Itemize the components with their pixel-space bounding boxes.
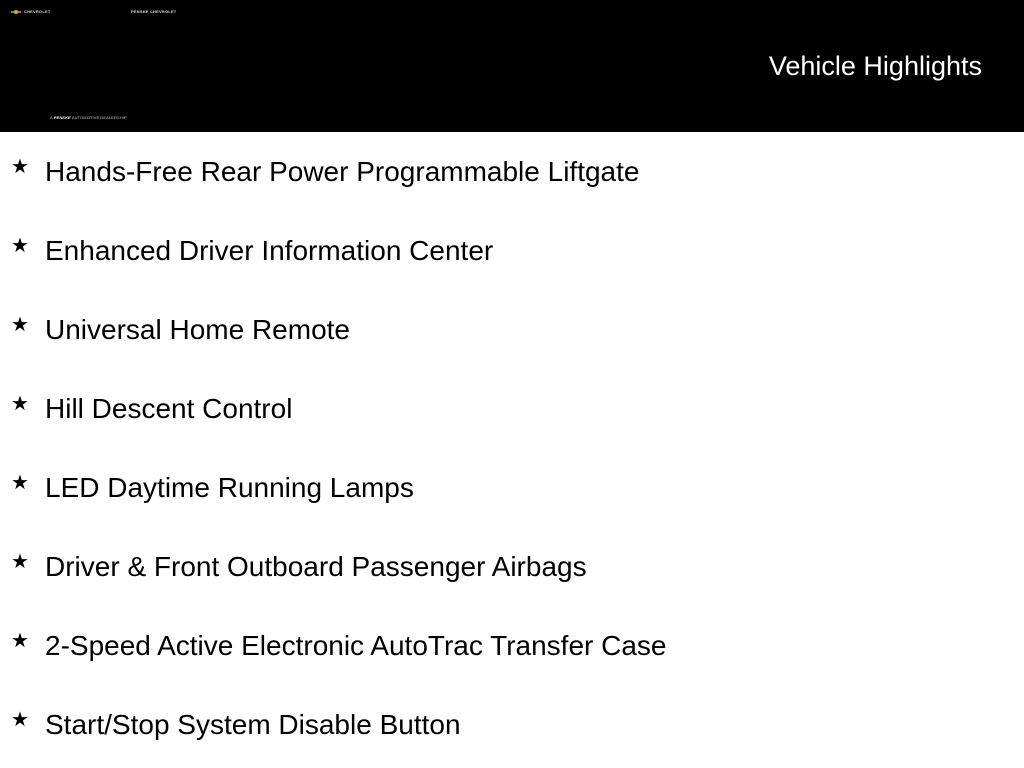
star-icon: ★ [11, 707, 29, 731]
star-icon: ★ [11, 628, 29, 652]
star-icon: ★ [11, 233, 29, 257]
tagline-suffix: AUTOMOTIVE DEALERSHIP [71, 115, 127, 120]
dealer-tagline [50, 115, 127, 121]
star-icon: ★ [11, 312, 29, 336]
chevrolet-logo [11, 9, 50, 15]
star-icon: ★ [11, 154, 29, 178]
header-banner [0, 0, 1024, 132]
star-icon: ★ [11, 391, 29, 415]
highlight-label: Driver & Front Outboard Passenger Airbags [45, 551, 587, 582]
highlight-label: Start/Stop System Disable Button [45, 709, 461, 740]
dealer-name: PENSKE CHEVROLET [131, 9, 177, 14]
star-icon: ★ [11, 470, 29, 494]
chevrolet-bowtie-icon [11, 10, 21, 14]
highlight-label: Universal Home Remote [45, 314, 350, 345]
highlight-label: LED Daytime Running Lamps [45, 472, 414, 503]
highlight-label: Hill Descent Control [45, 393, 293, 424]
tagline-prefix: A [50, 115, 53, 120]
star-icon: ★ [11, 549, 29, 573]
page-title: Vehicle Highlights [768, 51, 982, 81]
highlight-label: Hands-Free Rear Power Programmable Liftgate [45, 156, 640, 187]
tagline-brand: PENSKE [53, 115, 71, 120]
highlight-label: Enhanced Driver Information Center [45, 235, 494, 266]
highlight-label: 2-Speed Active Electronic AutoTrac Transfer Case [45, 630, 667, 661]
brand-text: CHEVROLET [24, 9, 51, 14]
